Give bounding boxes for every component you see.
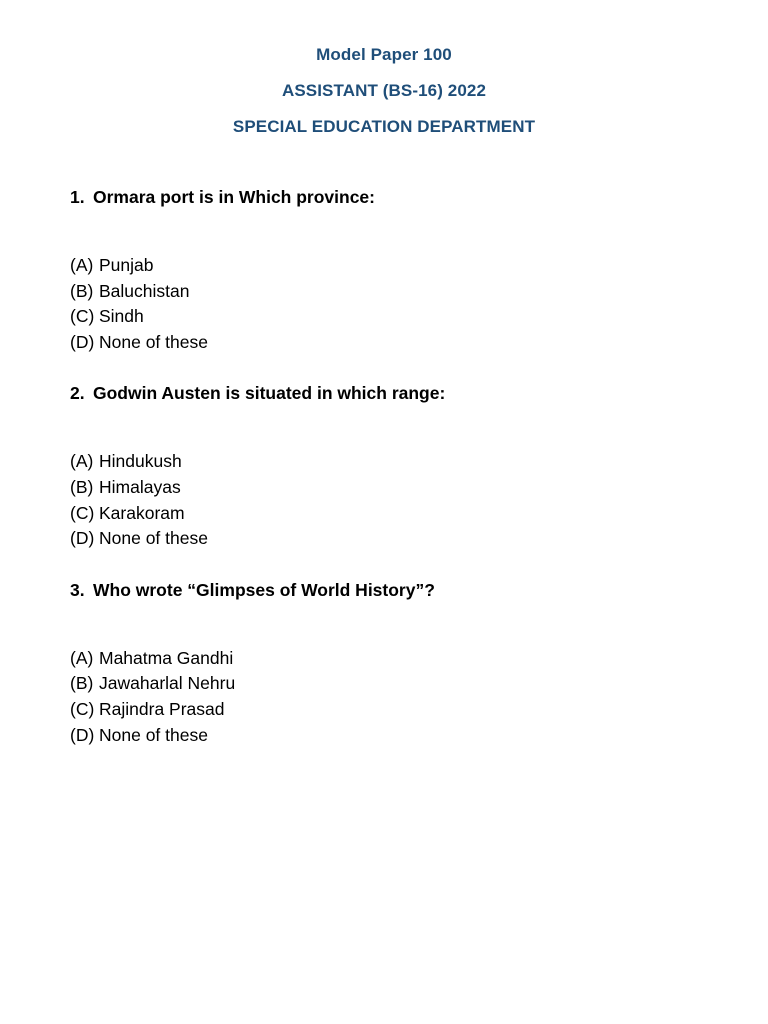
- option-letter: (C): [70, 502, 95, 523]
- option-b: [70, 279, 710, 305]
- option-d: [70, 723, 710, 749]
- question-label: Ormara port is in Which province:: [93, 187, 375, 207]
- question-3: [70, 576, 710, 748]
- option-a: [70, 646, 710, 672]
- option-text: None of these: [99, 331, 208, 352]
- paper-post: ASSISTANT (BS-16) 2022: [281, 81, 487, 100]
- question-text: [70, 576, 710, 604]
- option-letter: (B): [70, 476, 94, 497]
- option-c: [70, 501, 710, 527]
- option-b: [70, 671, 710, 697]
- option-text: Karakoram: [99, 502, 185, 523]
- question-2: [70, 379, 710, 551]
- option-text: Rajindra Prasad: [99, 698, 225, 719]
- option-a: [70, 449, 710, 475]
- question-list: [70, 183, 710, 772]
- option-letter: (D): [70, 724, 95, 745]
- option-text: Himalayas: [99, 476, 181, 497]
- option-letter: (C): [70, 306, 95, 327]
- option-c: [70, 304, 710, 330]
- question-text: [70, 183, 710, 211]
- option-text: None of these: [99, 724, 208, 745]
- option-text: Jawaharlal Nehru: [99, 673, 236, 694]
- option-d: [70, 526, 710, 552]
- option-letter: (A): [70, 647, 94, 668]
- option-letter: (D): [70, 331, 95, 352]
- option-letter: (B): [70, 280, 94, 301]
- question-number: 2.: [70, 383, 85, 404]
- paper-title: Model Paper 100: [316, 45, 452, 64]
- option-letter: (C): [70, 698, 95, 719]
- question-number: 3.: [70, 579, 85, 600]
- option-text: Punjab: [99, 255, 154, 275]
- option-a: [70, 253, 710, 279]
- option-b: [70, 475, 710, 501]
- option-letter: (D): [70, 528, 95, 549]
- question-label: Who wrote “Glimpses of World History”?: [93, 579, 435, 600]
- option-letter: (A): [70, 255, 94, 275]
- question-label: Godwin Austen is situated in which range:: [93, 383, 446, 404]
- option-letter: (B): [70, 673, 94, 694]
- question-number: 1.: [70, 187, 85, 207]
- option-c: [70, 697, 710, 723]
- option-text: Hindukush: [99, 451, 182, 472]
- option-text: Sindh: [99, 306, 144, 327]
- option-letter: (A): [70, 451, 94, 472]
- paper-department: SPECIAL EDUCATION DEPARTMENT: [232, 117, 536, 136]
- option-text: None of these: [99, 528, 208, 549]
- document-header: [0, 40, 768, 148]
- option-text: Mahatma Gandhi: [99, 647, 234, 668]
- question-text: [70, 379, 710, 407]
- question-1: [70, 183, 710, 355]
- option-text: Baluchistan: [99, 280, 190, 301]
- option-d: [70, 330, 710, 356]
